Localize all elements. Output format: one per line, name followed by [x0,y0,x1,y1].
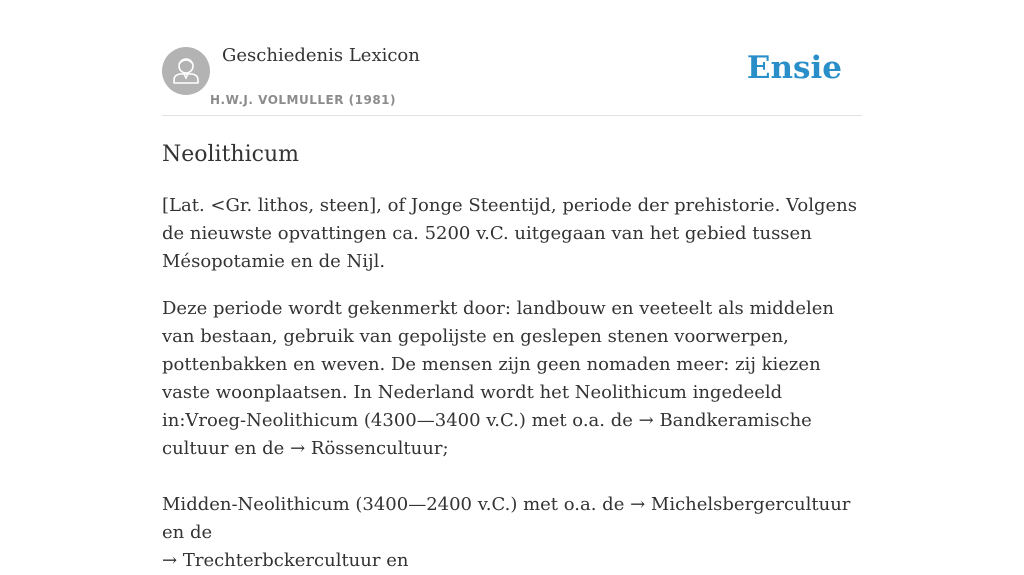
reference-link-trechterbeker[interactable] [162,550,380,571]
article-paragraph-3 [162,491,862,575]
arrow-right-icon: → [290,438,306,459]
paragraph-text: en de [162,522,213,543]
arrow-right-icon: → [638,410,654,431]
reference-link-label: Trechterbckercultuur [182,550,381,571]
reference-link-label: Bandkeramische cultuur [162,410,812,459]
article-paragraph-2 [162,295,862,463]
paragraph-text: Midden-Neolithicum (3400—2400 v.C.) met o.a. de [162,494,631,515]
brand-logo[interactable]: Ensie [746,50,842,86]
arrow-right-icon: → [162,550,178,571]
user-avatar-icon [162,47,210,95]
paragraph-text: ; [442,438,449,459]
entry-header [162,0,862,116]
article-title: Neolithicum [162,142,299,167]
paragraph-text: en [380,550,409,571]
source-title[interactable]: Geschiedenis Lexicon [222,45,420,66]
reference-link-label: Rössencultuur [310,438,443,459]
reference-link-michelsberger[interactable] [630,494,850,515]
article-content [162,138,862,575]
paragraph-text: Deze periode wordt gekenmerkt door: landbouw en veeteelt als middelen van bestaan, gebruik van gepolijste en geslepen stenen voorwerpen, pottenbakken en weven. De mensen zijn geen nomaden meer: zij kiezen vaste woonplaatsen. In Nederland wordt het Neolithicum ingedeeld in:Vroeg-Neolithicum (4300—3400 v.C.) met o.a. de [162,298,834,431]
paragraph-text: en de [228,438,291,459]
article-paragraph-1: [Lat. <Gr. lithos, steen], of Jonge Steentijd, periode der prehistorie. Volgens de nieuwste opvattingen ca. 5200 v.C. uitgegaan van het gebied tussen Mésopotamie en de Nijl. [162,195,857,272]
reference-link-label: Michelsbergercultuur [650,494,851,515]
reference-link-rossencultuur[interactable] [290,438,442,459]
author-avatar[interactable] [162,47,210,95]
arrow-right-icon: → [630,494,646,515]
source-author[interactable]: H.W.J. VOLMULLER (1981) [210,93,397,107]
